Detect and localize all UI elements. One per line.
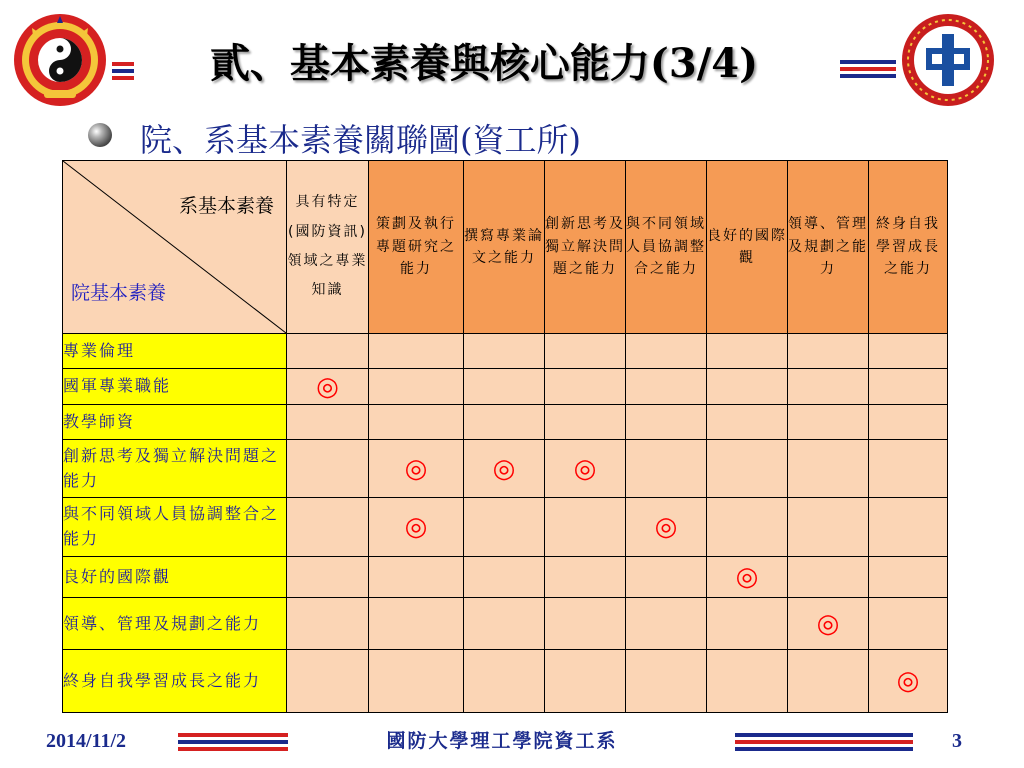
row-header: 專業倫理 [63,334,287,369]
relation-mark-cell: ◎ [287,369,369,404]
empty-cell [788,556,869,598]
column-header: 終身自我學習成長之能力 [869,161,948,334]
diagonal-divider [63,161,286,333]
column-header: 策劃及執行專題研究之能力 [369,161,464,334]
column-header: 具有特定(國防資訊)領域之專業知識 [287,161,369,334]
row-header: 良好的國際觀 [63,556,287,598]
row-header: 創新思考及獨立解決問題之能力 [63,440,287,498]
row-header: 國軍專業職能 [63,369,287,404]
empty-cell [869,404,948,439]
corner-college-label: 院基本素養 [71,282,167,304]
table-body [63,334,948,713]
row-header: 領導、管理及規劃之能力 [63,598,287,650]
empty-cell [788,404,869,439]
table-corner-cell [63,161,287,334]
empty-cell [464,650,545,713]
empty-cell [869,598,948,650]
relation-mark-cell: ◎ [707,556,788,598]
table-header-row [63,161,948,334]
empty-cell [869,498,948,556]
table-row [63,556,948,598]
table-row [63,334,948,369]
column-header: 創新思考及獨立解決問題之能力 [545,161,626,334]
relation-mark-cell: ◎ [545,440,626,498]
empty-cell [545,650,626,713]
empty-cell [788,650,869,713]
table-row [63,498,948,556]
empty-cell [287,334,369,369]
empty-cell [287,650,369,713]
empty-cell [626,556,707,598]
empty-cell [464,404,545,439]
relation-mark-cell: ◎ [369,440,464,498]
right-title-stripes [840,60,896,81]
empty-cell [626,404,707,439]
empty-cell [369,334,464,369]
empty-cell [287,556,369,598]
empty-cell [626,650,707,713]
subtitle: 院、系基本素養關聯圖(資工所) [140,121,581,159]
empty-cell [788,334,869,369]
empty-cell [369,598,464,650]
column-header: 良好的國際觀 [707,161,788,334]
empty-cell [287,404,369,439]
row-header: 教學師資 [63,404,287,439]
corner-dept-label: 系基本素養 [178,195,274,217]
column-header: 與不同領域人員協調整合之能力 [626,161,707,334]
empty-cell [707,404,788,439]
empty-cell [545,498,626,556]
empty-cell [788,440,869,498]
relation-mark-cell: ◎ [626,498,707,556]
footer-institution: 國防大學理工學院資工系 [386,730,618,752]
empty-cell [869,440,948,498]
right-institute-logo [900,12,996,108]
empty-cell [707,334,788,369]
empty-cell [707,440,788,498]
empty-cell [626,598,707,650]
relation-mark-cell: ◎ [369,498,464,556]
table-row [63,369,948,404]
empty-cell [287,498,369,556]
page-number: 3 [952,730,962,752]
table-row [63,598,948,650]
empty-cell [707,369,788,404]
empty-cell [464,498,545,556]
empty-cell [369,650,464,713]
empty-cell [707,650,788,713]
table-row [63,650,948,713]
table-row [63,404,948,439]
page-title: 貳、基本素養與核心能力(3/4) [209,40,759,87]
footer-right-stripes [735,733,913,754]
row-header: 終身自我學習成長之能力 [63,650,287,713]
empty-cell [545,369,626,404]
sphere-bullet-icon [88,123,112,147]
empty-cell [545,334,626,369]
empty-cell [369,556,464,598]
empty-cell [788,369,869,404]
empty-cell [626,369,707,404]
empty-cell [626,440,707,498]
empty-cell [369,404,464,439]
empty-cell [464,334,545,369]
empty-cell [545,598,626,650]
empty-cell [626,334,707,369]
empty-cell [545,556,626,598]
footer-left-stripes [178,733,288,754]
empty-cell [869,556,948,598]
empty-cell [707,498,788,556]
empty-cell [464,556,545,598]
empty-cell [869,369,948,404]
empty-cell [788,498,869,556]
empty-cell [464,369,545,404]
empty-cell [287,440,369,498]
relation-mark-cell: ◎ [869,650,948,713]
empty-cell [464,598,545,650]
column-header: 撰寫專業論文之能力 [464,161,545,334]
table-row [63,440,948,498]
empty-cell [287,598,369,650]
empty-cell [369,369,464,404]
empty-cell [707,598,788,650]
empty-cell [545,404,626,439]
left-emblem-logo [12,12,108,108]
relationship-table [62,160,948,713]
empty-cell [869,334,948,369]
column-header: 領導、管理及規劃之能力 [788,161,869,334]
relation-mark-cell: ◎ [464,440,545,498]
relation-mark-cell: ◎ [788,598,869,650]
footer-date: 2014/11/2 [46,730,127,752]
row-header: 與不同領域人員協調整合之能力 [63,498,287,556]
